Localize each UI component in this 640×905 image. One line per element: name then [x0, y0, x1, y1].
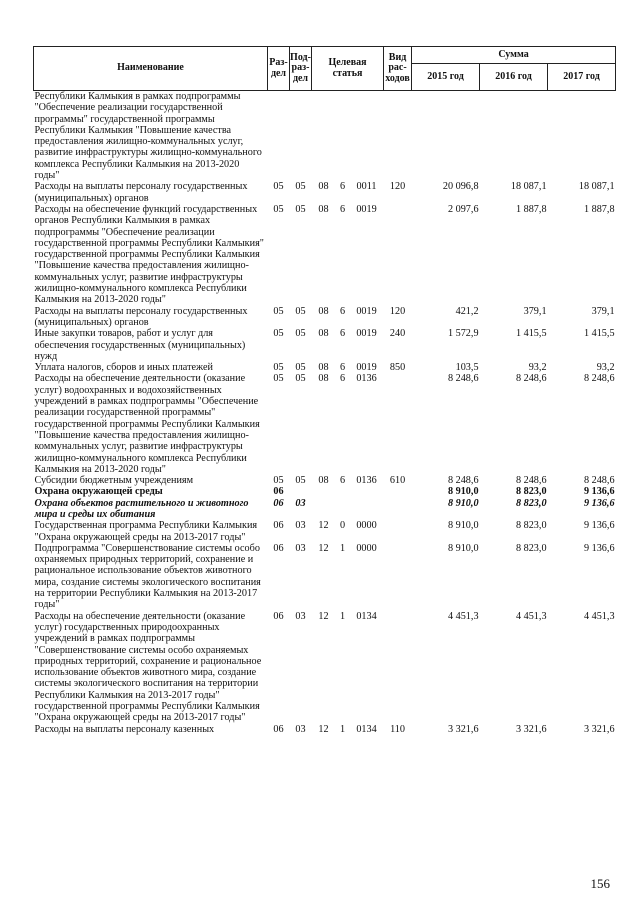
target-code-program: 08 [318, 373, 329, 385]
header-name: Наименование [34, 47, 268, 91]
target-code-program: 08 [318, 328, 329, 340]
target-code-program [312, 486, 336, 497]
target-code-subprogram: 1 [339, 610, 346, 622]
amount-2016: 18 087,1 [510, 181, 547, 193]
podrazdel-code: 03 [295, 610, 306, 622]
razdel-code: 06 [273, 723, 284, 735]
table-row [34, 306, 616, 329]
table-row [34, 181, 616, 204]
target-code-subprogram [336, 498, 350, 521]
row-name: Субсидии бюджетным учреждениям [34, 475, 194, 487]
header-sum: Сумма [412, 47, 616, 64]
amount-2016: 4 451,3 [515, 610, 547, 622]
podrazdel-code: 05 [295, 328, 306, 340]
row-name: Иные закупки товаров, работ и услуг для обеспечения государственных (муниципальных) нужд [34, 328, 246, 362]
target-code-item [350, 486, 384, 497]
amount-2017: 9 136,6 [583, 497, 615, 509]
expense-type-code [384, 611, 412, 724]
razdel-code [268, 91, 290, 182]
target-code-item: 0011 [356, 181, 377, 193]
target-code-subprogram: 1 [339, 723, 346, 735]
razdel-code: 05 [273, 305, 284, 317]
razdel-code: 05 [273, 328, 284, 340]
amount-2015: 2 097,6 [447, 203, 479, 215]
table-row [34, 724, 616, 735]
target-code-item: 0019 [356, 328, 377, 340]
row-name: Охрана окружающей среды [34, 486, 163, 498]
amount-2016: 8 248,6 [515, 475, 547, 487]
target-code-subprogram: 6 [339, 475, 346, 487]
target-code-item: 0136 [356, 373, 377, 385]
amount-2016: 8 823,0 [515, 497, 547, 509]
razdel-code: 06 [273, 520, 284, 532]
expense-type-code [384, 498, 412, 521]
podrazdel-code: 05 [295, 181, 306, 193]
amount-2016 [480, 91, 548, 182]
target-code-program: 08 [318, 362, 329, 374]
razdel-code: 06 [273, 542, 284, 554]
expense-type-code [384, 543, 412, 611]
target-code-program: 12 [318, 542, 329, 554]
podrazdel-code [290, 486, 312, 497]
table-header [34, 47, 616, 91]
amount-2016: 1 415,5 [515, 328, 547, 340]
expense-type-code: 120 [389, 181, 406, 193]
podrazdel-code: 05 [295, 475, 306, 487]
target-code-item [350, 91, 384, 182]
amount-2016: 8 248,6 [515, 373, 547, 385]
amount-2015: 1 572,9 [447, 328, 479, 340]
podrazdel-code: 03 [295, 520, 306, 532]
expense-type-code: 850 [389, 362, 406, 374]
target-code-subprogram: 6 [339, 305, 346, 317]
table-row [34, 91, 616, 182]
target-code-item: 0019 [356, 362, 377, 374]
target-code-program: 08 [318, 305, 329, 317]
amount-2015: 8 910,0 [447, 520, 479, 532]
target-code-program: 12 [318, 723, 329, 735]
podrazdel-code: 03 [295, 723, 306, 735]
amount-2017: 18 087,1 [578, 181, 615, 193]
row-name: Республики Калмыкия в рамках подпрограммы "Обеспечение реализации государственной программы" государственной программы Республики Калмыкия "Повышение качества предоставления жилищно-коммунальных услуг, развитие инфраструктуры жилищно-коммунального комплекса Республики Калмыкия на 2013-2020 годы" [34, 91, 262, 182]
target-code-item: 0000 [356, 542, 377, 554]
amount-2017: 1 415,5 [583, 328, 615, 340]
expense-type-code: 110 [390, 723, 405, 735]
amount-2016: 8 823,0 [515, 486, 547, 498]
razdel-code: 05 [273, 373, 284, 385]
expense-type-code: 610 [389, 475, 406, 487]
expense-type-code [384, 486, 412, 497]
header-year-2017: 2017 год [548, 64, 616, 91]
target-code-program: 08 [318, 203, 329, 215]
row-name: Расходы на обеспечение деятельности (оказание услуг) водоохранных и водохозяйственных учреждений в рамках подпрограммы "Обеспечение реализации государственной программы" государственной программы Республики Калмыкия "Повышение качества предоставления жилищно-коммунальных услуг, развитие инфраструктуры жилищно-коммунального комплекса Республики Калмыкия на 2013-2020 годы" [34, 373, 260, 475]
target-code-subprogram: 1 [339, 542, 346, 554]
target-code-item: 0134 [356, 723, 377, 735]
page-number: 156 [590, 876, 610, 891]
target-code-item: 0000 [356, 520, 377, 532]
razdel-code: 05 [273, 203, 284, 215]
row-name: Расходы на обеспечение деятельности (оказание услуг) государственных природоохранных учреждений в рамках подпрограммы "Совершенствование системы особо охраняемых природных территорий, сохранение и рациональное использование объектов животного мира, создание системы экологического воспитания на территории Республики Калмыкия на 2013-2017 годы" государственной программы Республики Калмыкия "Охрана окружающей среды на 2013-2017 годы" [34, 610, 262, 724]
amount-2017: 8 248,6 [583, 373, 615, 385]
razdel-code: 06 [273, 610, 284, 622]
target-code-subprogram: 6 [339, 373, 346, 385]
target-code-subprogram [336, 486, 350, 497]
podrazdel-code: 05 [295, 203, 306, 215]
table-row [34, 362, 616, 373]
target-code-item: 0134 [356, 610, 377, 622]
table-row [34, 204, 616, 306]
header-year-2016: 2016 год [480, 64, 548, 91]
table-row [34, 611, 616, 724]
amount-2016: 3 321,6 [515, 723, 547, 735]
amount-2015 [412, 91, 480, 182]
header-razdel: Раз- дел [268, 47, 290, 91]
table-row [34, 520, 616, 543]
podrazdel-code: 05 [295, 305, 306, 317]
header-expense-type: Вид рас- ходов [384, 47, 412, 91]
amount-2015: 8 910,0 [447, 486, 479, 498]
table-body [34, 91, 616, 735]
amount-2015: 3 321,6 [447, 723, 479, 735]
razdel-code: 05 [273, 181, 284, 193]
table-row [34, 486, 616, 497]
amount-2015: 8 910,0 [447, 497, 479, 509]
expense-type-code [384, 204, 412, 306]
table-row [34, 373, 616, 475]
amount-2016: 1 887,8 [515, 203, 547, 215]
amount-2017: 4 451,3 [583, 610, 615, 622]
row-name: Расходы на выплаты персоналу государственных (муниципальных) органов [34, 181, 248, 204]
podrazdel-code: 03 [295, 542, 306, 554]
table-row [34, 543, 616, 611]
amount-2015: 4 451,3 [447, 610, 479, 622]
target-code-program [312, 91, 336, 182]
target-code-subprogram: 0 [339, 520, 346, 532]
table-row [34, 498, 616, 521]
amount-2016: 93,2 [528, 362, 547, 374]
header-year-2015: 2015 год [412, 64, 480, 91]
target-code-program: 08 [318, 475, 329, 487]
amount-2017: 9 136,6 [583, 486, 615, 498]
budget-table [33, 46, 616, 735]
amount-2015: 103,5 [455, 362, 479, 374]
target-code-item: 0019 [356, 203, 377, 215]
target-code-subprogram: 6 [339, 181, 346, 193]
row-name: Подпрограмма "Совершенствование системы особо охраняемых природных территорий, сохранение и рациональное использование объектов животного мира, создание системы экологического воспитания на территории Республики Калмыкия на 2013-2017 годы" [34, 542, 261, 611]
row-name: Уплата налогов, сборов и иных платежей [34, 362, 213, 374]
amount-2016: 8 823,0 [515, 520, 547, 532]
amount-2015: 421,2 [455, 305, 479, 317]
target-code-program: 12 [318, 610, 329, 622]
amount-2015: 8 248,6 [447, 475, 479, 487]
amount-2017: 9 136,6 [583, 542, 615, 554]
podrazdel-code: 05 [295, 362, 306, 374]
podrazdel-code [290, 91, 312, 182]
amount-2017: 3 321,6 [583, 723, 615, 735]
target-code-item [350, 498, 384, 521]
table-row [34, 475, 616, 486]
header-podrazdel: Под- раз- дел [290, 47, 312, 91]
amount-2015: 20 096,8 [442, 181, 479, 193]
razdel-code: 05 [273, 475, 284, 487]
razdel-code: 06 [273, 497, 284, 509]
razdel-code: 06 [273, 486, 284, 498]
razdel-code: 05 [273, 362, 284, 374]
amount-2017: 1 887,8 [583, 203, 615, 215]
amount-2017: 9 136,6 [583, 520, 615, 532]
row-name: Охрана объектов растительного и животного мира и среды их обитания [34, 497, 249, 520]
amount-2016: 8 823,0 [515, 542, 547, 554]
expense-type-code [384, 91, 412, 182]
amount-2017: 379,1 [591, 305, 615, 317]
target-code-item: 0136 [356, 475, 377, 487]
expense-type-code [384, 520, 412, 543]
target-code-subprogram: 6 [339, 203, 346, 215]
target-code-program [312, 498, 336, 521]
amount-2016: 379,1 [523, 305, 547, 317]
podrazdel-code: 05 [295, 373, 306, 385]
expense-type-code [384, 373, 412, 475]
target-code-item: 0019 [356, 305, 377, 317]
target-code-program: 08 [318, 181, 329, 193]
expense-type-code: 240 [389, 328, 406, 340]
row-name: Государственная программа Республики Калмыкия "Охрана окружающей среды на 2013-2017 годы" [34, 520, 258, 543]
header-target-article: Целевая статья [312, 47, 384, 91]
row-name: Расходы на выплаты персоналу государственных (муниципальных) органов [34, 305, 248, 328]
amount-2015: 8 910,0 [447, 542, 479, 554]
target-code-program: 12 [318, 520, 329, 532]
target-code-subprogram: 6 [339, 362, 346, 374]
amount-2017 [548, 91, 616, 182]
table-row [34, 328, 616, 362]
amount-2017: 8 248,6 [583, 475, 615, 487]
row-name: Расходы на выплаты персоналу казенных [34, 723, 215, 735]
podrazdel-code: 03 [295, 497, 306, 509]
target-code-subprogram: 6 [339, 328, 346, 340]
row-name: Расходы на обеспечение функций государственных органов Республики Калмыкия в рамках подпрограммы "Обеспечение реализации государственной программы Республики Калмыкия" государственной программы Республики Калмыкия "Повышение качества предоставления жилищно-коммунальных услуг, развитие инфраструктуры жилищно-коммунального комплекса Республики Калмыкия на 2013-2020 годы" [34, 203, 264, 306]
amount-2015: 8 248,6 [447, 373, 479, 385]
amount-2017: 93,2 [596, 362, 615, 374]
expense-type-code: 120 [389, 305, 406, 317]
target-code-subprogram [336, 91, 350, 182]
